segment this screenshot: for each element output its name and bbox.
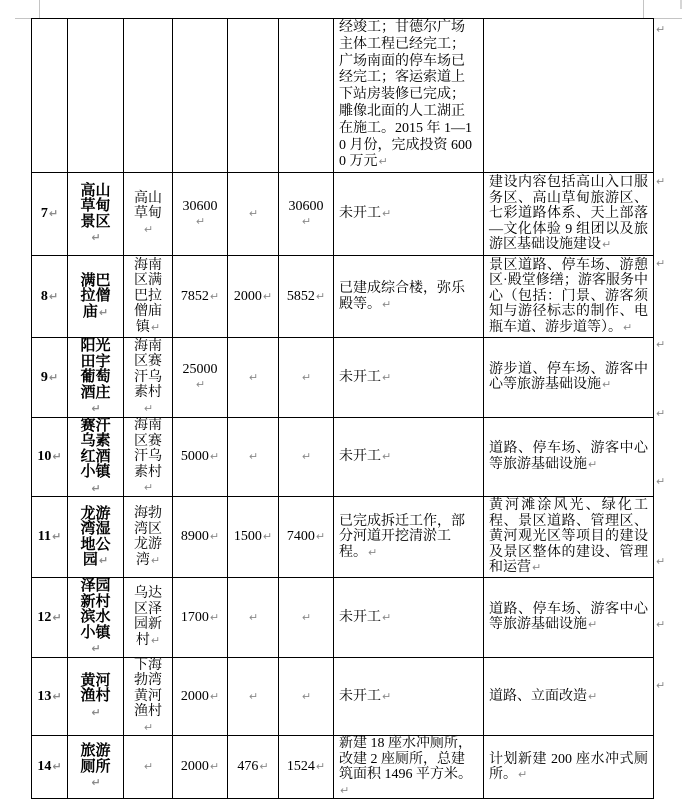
- content-text: 道路、停车场、游客中心等旅游基础设施: [489, 601, 648, 633]
- amount: 7852: [180, 288, 209, 304]
- amount: 1700: [180, 609, 209, 625]
- amount: 2000: [180, 759, 209, 775]
- row-end-mark-icon: ↵: [656, 23, 666, 36]
- location-text: 下海勃湾黄河渔村: [134, 657, 162, 719]
- amount: 30600: [288, 198, 324, 214]
- location-text: 海南区赛汗乌素村: [134, 418, 162, 480]
- cell-progress: [334, 173, 484, 256]
- table-row: [32, 173, 654, 256]
- amount: 1524: [286, 759, 315, 775]
- amount: 2000: [233, 288, 262, 304]
- project-name: 龙游湾湿地公园: [80, 504, 111, 568]
- cell-project-name: [68, 417, 124, 497]
- paragraph-mark-icon: ↵: [382, 297, 392, 311]
- paragraph-mark-icon: ↵: [143, 401, 154, 415]
- progress-text: 经竣工；甘德尔广场主体工程已经完工；广场南面的停车场已经完工；客运索道上下站房装修已完成；雕像北面的人工湖正在施工。2015 年 1—10 月份，完成投资 6000 万元: [339, 20, 472, 170]
- paragraph-mark-icon: ↵: [150, 320, 161, 334]
- project-name: 黄河渔村: [80, 671, 111, 704]
- cell-content: [484, 256, 654, 338]
- progress-text: 未开工: [339, 206, 381, 222]
- paragraph-mark-icon: ↵: [248, 450, 259, 463]
- amount: 25000: [182, 361, 218, 377]
- paragraph-mark-icon: ↵: [143, 481, 154, 494]
- paragraph-mark-icon: ↵: [378, 155, 388, 169]
- paragraph-mark-icon: ↵: [588, 689, 598, 703]
- cell-project-name: [68, 657, 124, 736]
- row-number: 10: [37, 449, 52, 464]
- content-text: 黄河滩涂风光、绿化工程、景区道路、管理区、黄河观光区等项目的建设及景区整体的建设、管理和运营: [489, 498, 648, 576]
- cell-content: [484, 736, 654, 799]
- paragraph-mark-icon: ↵: [195, 378, 206, 392]
- margin-crop-mark-top-left-horizontal: [15, 18, 32, 19]
- amount: 2000: [180, 688, 209, 704]
- table-row: [32, 338, 654, 418]
- row-number: 9: [40, 369, 48, 385]
- cell-investment-remaining: [279, 657, 334, 736]
- amount: 476: [237, 759, 259, 775]
- paragraph-mark-icon: ↵: [588, 457, 598, 471]
- row-end-mark-icon: ↵: [656, 555, 666, 568]
- project-name: 赛汗乌素红酒小镇: [80, 416, 111, 480]
- row-end-mark-icon: ↵: [656, 257, 666, 270]
- cell-no: [32, 256, 68, 338]
- paragraph-mark-icon: ↵: [150, 633, 161, 647]
- cell-content: [484, 657, 654, 736]
- cell-location: [124, 578, 173, 658]
- table-row: [32, 736, 654, 799]
- paragraph-mark-icon: ↵: [315, 289, 326, 303]
- cell-investment-total: [173, 497, 228, 578]
- cell-investment-total: [173, 256, 228, 338]
- location-text: 海勃湾区龙游湾: [134, 506, 162, 568]
- amount: 5852: [286, 288, 315, 304]
- cell-investment-remaining: [279, 497, 334, 578]
- cell-location: [124, 417, 173, 497]
- cell-investment-remaining: [279, 736, 334, 799]
- paragraph-mark-icon: ↵: [195, 215, 206, 228]
- row-end-mark-icon: ↵: [656, 407, 666, 420]
- cell-content: [484, 497, 654, 578]
- project-name: 泽园新村滨水小镇: [80, 577, 111, 641]
- cell-content: [484, 417, 654, 497]
- row-end-mark-icon: ↵: [656, 618, 666, 631]
- cell-content: [484, 173, 654, 256]
- progress-text: 已完成拆迁工作，部分河道开挖清淤工程。: [339, 513, 465, 560]
- projects-table: [31, 18, 654, 797]
- paragraph-mark-icon: ↵: [301, 370, 312, 384]
- cell-progress: [334, 256, 484, 338]
- cell-project-name: [68, 256, 124, 338]
- paragraph-mark-icon: ↵: [52, 689, 62, 703]
- paragraph-mark-icon: ↵: [52, 610, 62, 624]
- paragraph-mark-icon: ↵: [588, 618, 598, 632]
- cell-no: [32, 417, 68, 497]
- content-text: 道路、立面改造: [489, 688, 587, 704]
- table-row: [32, 417, 654, 497]
- cell-investment-remaining: [279, 173, 334, 256]
- paragraph-mark-icon: ↵: [209, 689, 220, 703]
- row-end-mark-icon: ↵: [656, 338, 666, 351]
- paragraph-mark-icon: ↵: [143, 760, 154, 774]
- content-text: 建设内容包括高山入口服务区、高山草甸旅游区、七彩道路体系、天上部落—文化体验 9 组团以及旅游区基础设施建设: [489, 175, 648, 253]
- amount: 8900: [180, 529, 209, 545]
- cell-no: [32, 657, 68, 736]
- paragraph-mark-icon: ↵: [209, 760, 220, 774]
- paragraph-mark-icon: ↵: [98, 554, 109, 567]
- cell-project-name: [68, 338, 124, 418]
- paragraph-mark-icon: ↵: [209, 450, 220, 463]
- cell-no: [32, 578, 68, 658]
- paragraph-mark-icon: ↵: [368, 545, 378, 559]
- cell-project-name: [68, 497, 124, 578]
- cell-investment-total: [173, 736, 228, 799]
- amount: 7400: [286, 529, 315, 545]
- paragraph-mark-icon: ↵: [98, 305, 109, 319]
- paragraph-mark-icon: ↵: [248, 207, 259, 221]
- progress-text: 新建 18 座水冲厕所，改建 2 座厕所，总建筑面积 1496 平方米。: [339, 736, 472, 782]
- paragraph-mark-icon: ↵: [48, 289, 59, 303]
- cell-investment-total: [173, 338, 228, 418]
- cell-investment-completed: [228, 736, 279, 799]
- paragraph-mark-icon: ↵: [52, 450, 62, 463]
- cell-content: [484, 338, 654, 418]
- paragraph-mark-icon: ↵: [91, 642, 101, 655]
- content-text: 计划新建 200 座水冲式厕所。: [489, 751, 648, 782]
- table-row: [32, 578, 654, 658]
- amount: 30600: [182, 198, 218, 214]
- cell-project-name: [68, 19, 124, 173]
- cell-project-name: [68, 736, 124, 799]
- cell-progress: [334, 657, 484, 736]
- cell-no: [32, 497, 68, 578]
- content-text: 道路、停车场、游客中心等旅游基础设施: [489, 441, 648, 472]
- table-row: [32, 256, 654, 338]
- paragraph-mark-icon: ↵: [262, 530, 273, 544]
- paragraph-mark-icon: ↵: [91, 402, 101, 415]
- progress-text: 已建成综合楼，弥乐殿等。: [339, 281, 465, 312]
- cell-progress: [334, 417, 484, 497]
- row-number: 8: [40, 288, 48, 304]
- cell-progress: [334, 497, 484, 578]
- paragraph-mark-icon: ↵: [340, 783, 350, 797]
- paragraph-mark-icon: ↵: [301, 215, 312, 228]
- projects-table-grid: [31, 18, 654, 799]
- paragraph-mark-icon: ↵: [301, 689, 312, 703]
- cell-investment-total: [173, 657, 228, 736]
- location-text: 乌达区泽园新村: [134, 586, 162, 648]
- cell-content: [484, 19, 654, 173]
- content-text: 景区道路、停车场、游憩区·殿堂修缮；游客服务中心（包括：门景、游客须知与游径标志的制作、电瓶车道、游步道等）。: [489, 257, 648, 335]
- cell-location: [124, 736, 173, 799]
- row-number: 14: [37, 759, 52, 775]
- paragraph-mark-icon: ↵: [91, 705, 101, 719]
- paragraph-mark-icon: ↵: [315, 760, 326, 774]
- cell-progress: [334, 736, 484, 799]
- cell-investment-completed: [228, 338, 279, 418]
- progress-text: 未开工: [339, 609, 381, 625]
- paragraph-mark-icon: ↵: [48, 207, 59, 221]
- paragraph-mark-icon: ↵: [301, 450, 312, 463]
- cell-investment-total: [173, 578, 228, 658]
- cell-location: [124, 256, 173, 338]
- paragraph-mark-icon: ↵: [143, 720, 154, 734]
- paragraph-mark-icon: ↵: [518, 768, 528, 781]
- cell-investment-completed: [228, 256, 279, 338]
- paragraph-mark-icon: ↵: [532, 561, 542, 575]
- cell-investment-completed: [228, 578, 279, 658]
- paragraph-mark-icon: ↵: [301, 610, 312, 624]
- paragraph-mark-icon: ↵: [209, 530, 220, 544]
- cell-investment-remaining: [279, 417, 334, 497]
- paragraph-mark-icon: ↵: [602, 378, 612, 392]
- cell-location: [124, 173, 173, 256]
- paragraph-mark-icon: ↵: [262, 289, 273, 303]
- paragraph-mark-icon: ↵: [150, 553, 161, 567]
- cell-location: [124, 19, 173, 173]
- cell-location: [124, 657, 173, 736]
- row-end-mark-icon: ↵: [656, 175, 666, 188]
- cell-project-name: [68, 173, 124, 256]
- project-name: 旅游厕所: [80, 742, 111, 775]
- cell-investment-completed: [228, 657, 279, 736]
- paragraph-mark-icon: ↵: [91, 776, 101, 790]
- cell-investment-remaining: [279, 19, 334, 173]
- row-number: 11: [37, 529, 51, 545]
- content-text: 游步道、停车场、游客中心等旅游基础设施: [489, 361, 648, 393]
- table-row: [32, 657, 654, 736]
- cell-no: [32, 173, 68, 256]
- paragraph-mark-icon: ↵: [382, 370, 392, 384]
- paragraph-mark-icon: ↵: [52, 760, 62, 774]
- row-end-mark-icon: ↵: [656, 475, 666, 488]
- cell-location: [124, 497, 173, 578]
- project-name: 阳光田宇葡萄酒庄: [80, 337, 111, 401]
- project-name: 高山草甸景区: [80, 181, 111, 230]
- row-number: 7: [40, 206, 48, 222]
- cell-investment-completed: [228, 497, 279, 578]
- row-number: 12: [37, 609, 52, 625]
- row-number: 13: [37, 688, 52, 704]
- cell-project-name: [68, 578, 124, 658]
- paragraph-mark-icon: ↵: [209, 289, 220, 303]
- paragraph-mark-icon: ↵: [623, 320, 633, 334]
- location-text: 高山草甸: [134, 190, 162, 222]
- cell-location: [124, 338, 173, 418]
- paragraph-mark-icon: ↵: [91, 481, 101, 495]
- cell-investment-remaining: [279, 578, 334, 658]
- progress-text: 未开工: [339, 688, 381, 704]
- paragraph-mark-icon: ↵: [91, 231, 101, 244]
- cell-progress: [334, 578, 484, 658]
- paragraph-mark-icon: ↵: [382, 689, 392, 703]
- table-row: [32, 19, 654, 173]
- progress-text: 未开工: [339, 369, 381, 385]
- cell-investment-remaining: [279, 256, 334, 338]
- paragraph-mark-icon: ↵: [143, 222, 154, 236]
- paragraph-mark-icon: ↵: [315, 530, 326, 544]
- cell-investment-total: [173, 417, 228, 497]
- paragraph-mark-icon: ↵: [48, 370, 59, 384]
- cell-progress: [334, 19, 484, 173]
- cell-investment-total: [173, 173, 228, 256]
- cell-investment-completed: [228, 173, 279, 256]
- paragraph-mark-icon: ↵: [52, 530, 62, 544]
- row-end-mark-icon: ↵: [656, 679, 666, 692]
- paragraph-mark-icon: ↵: [248, 370, 259, 384]
- margin-crop-mark-top-left-vertical: [39, 0, 40, 18]
- paragraph-mark-icon: ↵: [209, 610, 220, 624]
- cell-progress: [334, 338, 484, 418]
- cell-no: [32, 19, 68, 173]
- paragraph-mark-icon: ↵: [259, 760, 269, 774]
- cell-no: [32, 736, 68, 799]
- paragraph-mark-icon: ↵: [382, 450, 392, 463]
- progress-text: 未开工: [339, 449, 381, 464]
- cell-investment-total: [173, 19, 228, 173]
- paragraph-mark-icon: ↵: [382, 207, 392, 221]
- paragraph-mark-icon: ↵: [248, 610, 259, 624]
- project-name: 满巴拉僧庙: [80, 271, 111, 320]
- amount: 1500: [233, 529, 262, 545]
- cell-investment-completed: [228, 417, 279, 497]
- paragraph-mark-icon: ↵: [248, 689, 259, 703]
- amount: 5000: [180, 449, 209, 464]
- location-text: 海南区满巴拉僧庙镇: [134, 257, 162, 335]
- table-row: [32, 497, 654, 578]
- paragraph-mark-icon: ↵: [602, 238, 612, 252]
- cell-investment-completed: [228, 19, 279, 173]
- cell-no: [32, 338, 68, 418]
- cell-investment-remaining: [279, 338, 334, 418]
- paragraph-mark-icon: ↵: [382, 610, 392, 624]
- cell-content: [484, 578, 654, 658]
- location-text: 海南区赛汗乌素村: [134, 338, 162, 400]
- margin-crop-mark-top-right-vertical: [643, 0, 644, 18]
